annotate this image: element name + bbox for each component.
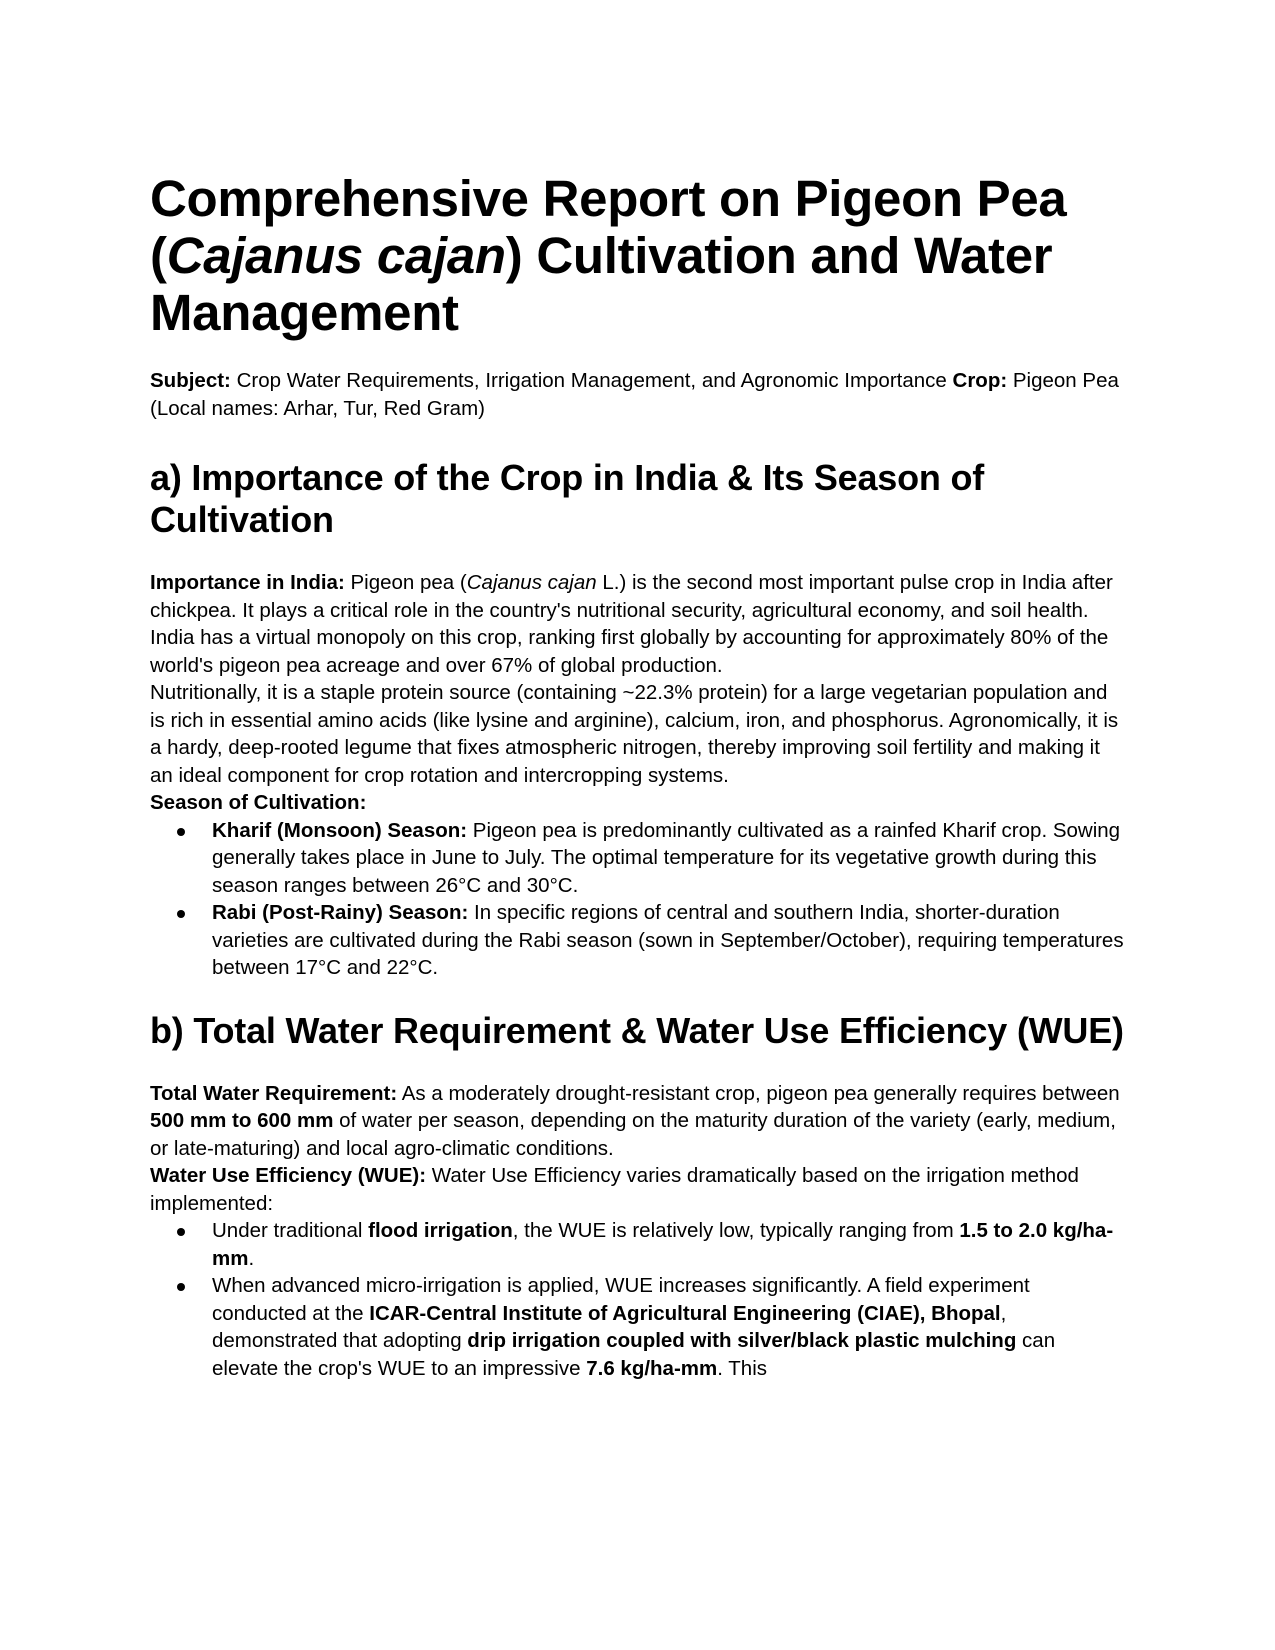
b1-pre: Under traditional xyxy=(212,1219,369,1242)
b2-bold3: 7.6 kg/ha-mm xyxy=(586,1356,718,1380)
bullet-icon xyxy=(177,828,185,836)
bullet-icon xyxy=(177,1283,185,1291)
document-title xyxy=(150,170,1125,341)
twr-label: Total Water Requirement: xyxy=(150,1081,398,1105)
list-item xyxy=(150,1272,1125,1382)
b2-mid2: can elevate the crop's WUE to an impressive xyxy=(212,1329,1056,1380)
b2-mid: , demonstrated that adopting xyxy=(212,1301,1007,1352)
subject-line xyxy=(150,367,1125,423)
rabi-label: Rabi (Post-Rainy) Season: xyxy=(212,901,469,924)
importance-pre: Pigeon pea ( xyxy=(344,571,467,594)
title-species: Cajanus cajan xyxy=(166,227,506,284)
list-item xyxy=(150,899,1125,982)
wue-list xyxy=(150,1217,1125,1382)
kharif-text: Pigeon pea is predominantly cultivated as a rainfed Kharif crop. Sowing generally takes place in June to July. The optimal temperature for its vegetative growth during this season ranges between 26°C and 30°C. xyxy=(212,818,1121,897)
importance-paragraph xyxy=(150,569,1125,679)
b2-bold2: drip irrigation coupled with silver/black plastic mulching xyxy=(467,1329,1017,1352)
rabi-text: In specific regions of central and southern India, shorter-duration varieties are cultivated during the Rabi season (sown in September/October), requiring temperatures between 17°C and 22°C. xyxy=(212,901,1124,979)
season-label-text: Season of Cultivation: xyxy=(150,791,367,814)
b1-bold2: 1.5 to 2.0 kg/ha-mm xyxy=(212,1219,1114,1270)
crop-label: Crop: xyxy=(952,369,1008,392)
b1-post: . xyxy=(248,1246,255,1270)
title-open-paren: ( xyxy=(150,227,167,284)
b2-bold1: ICAR-Central Institute of Agricultural Engineering (CIAE), Bhopal xyxy=(369,1301,1001,1325)
wue-label: Water Use Efficiency (WUE): xyxy=(150,1164,427,1187)
season-label xyxy=(150,789,1125,817)
importance-label: Importance in India: xyxy=(150,571,345,594)
b1-mid: , the WUE is relatively low, typically ranging from xyxy=(512,1219,960,1242)
document-page xyxy=(150,170,1125,1382)
subject-value: Crop Water Requirements, Irrigation Management, and Agronomic Importance xyxy=(230,369,953,392)
twr-post: of water per season, depending on the maturity duration of the variety (early, medium, or late-maturing) and local agro-climatic conditions. xyxy=(150,1109,1116,1160)
bullet-icon xyxy=(177,910,185,918)
crop-value: Pigeon Pea (Local names: Arhar, Tur, Red Gram) xyxy=(150,369,1119,420)
importance-post: L.) is the second most important pulse crop in India after chickpea. It plays a critical role in the country's nutritional security, agricultural economy, and soil health. India has a virtual monopoly on this crop, ranking first globally by accounting for approximately 80% of the world's pigeon pea acreage and over 67% of global production. xyxy=(150,571,1113,677)
subject-label: Subject: xyxy=(150,369,231,392)
list-item xyxy=(150,1217,1125,1272)
kharif-label: Kharif (Monsoon) Season: xyxy=(212,818,468,842)
wue-text: Water Use Efficiency varies dramatically based on the irrigation method implemented: xyxy=(150,1164,1079,1215)
title-line3: Management xyxy=(150,284,459,341)
twr-pre: As a moderately drought-resistant crop, pigeon pea generally requires between xyxy=(397,1081,1120,1105)
section-b-heading: b) Total Water Requirement & Water Use Efficiency (WUE) xyxy=(150,1009,1124,1051)
b1-bold1: flood irrigation xyxy=(368,1219,513,1242)
water-requirement-paragraph xyxy=(150,1080,1125,1163)
twr-bold: 500 mm to 600 mm xyxy=(150,1109,334,1132)
title-line1: Comprehensive Report on Pigeon Pea xyxy=(150,170,1067,227)
nutrition-paragraph: Nutritionally, it is a staple protein source (containing ~22.3% protein) for a large vegetarian population and is rich in essential amino acids (like lysine and arginine), calcium, iron, and phosphorus. Agronomically, it is a hardy, deep-rooted legume that fixes atmospheric nitrogen, thereby improving soil fertility and making it an ideal component for crop rotation and intercropping systems. xyxy=(150,681,1119,787)
list-item xyxy=(150,817,1125,900)
bullet-icon xyxy=(177,1228,185,1236)
section-a-heading: a) Importance of the Crop in India & Its Season of Cultivation xyxy=(150,457,985,540)
wue-paragraph xyxy=(150,1162,1125,1217)
b2-pre: When advanced micro-irrigation is applied, WUE increases significantly. A field experiment conducted at the xyxy=(212,1274,1030,1325)
importance-species: Cajanus cajan xyxy=(466,571,597,594)
season-list xyxy=(150,817,1125,982)
b2-post: . This xyxy=(717,1356,767,1380)
title-line2-rest: ) Cultivation and Water xyxy=(505,227,1053,284)
